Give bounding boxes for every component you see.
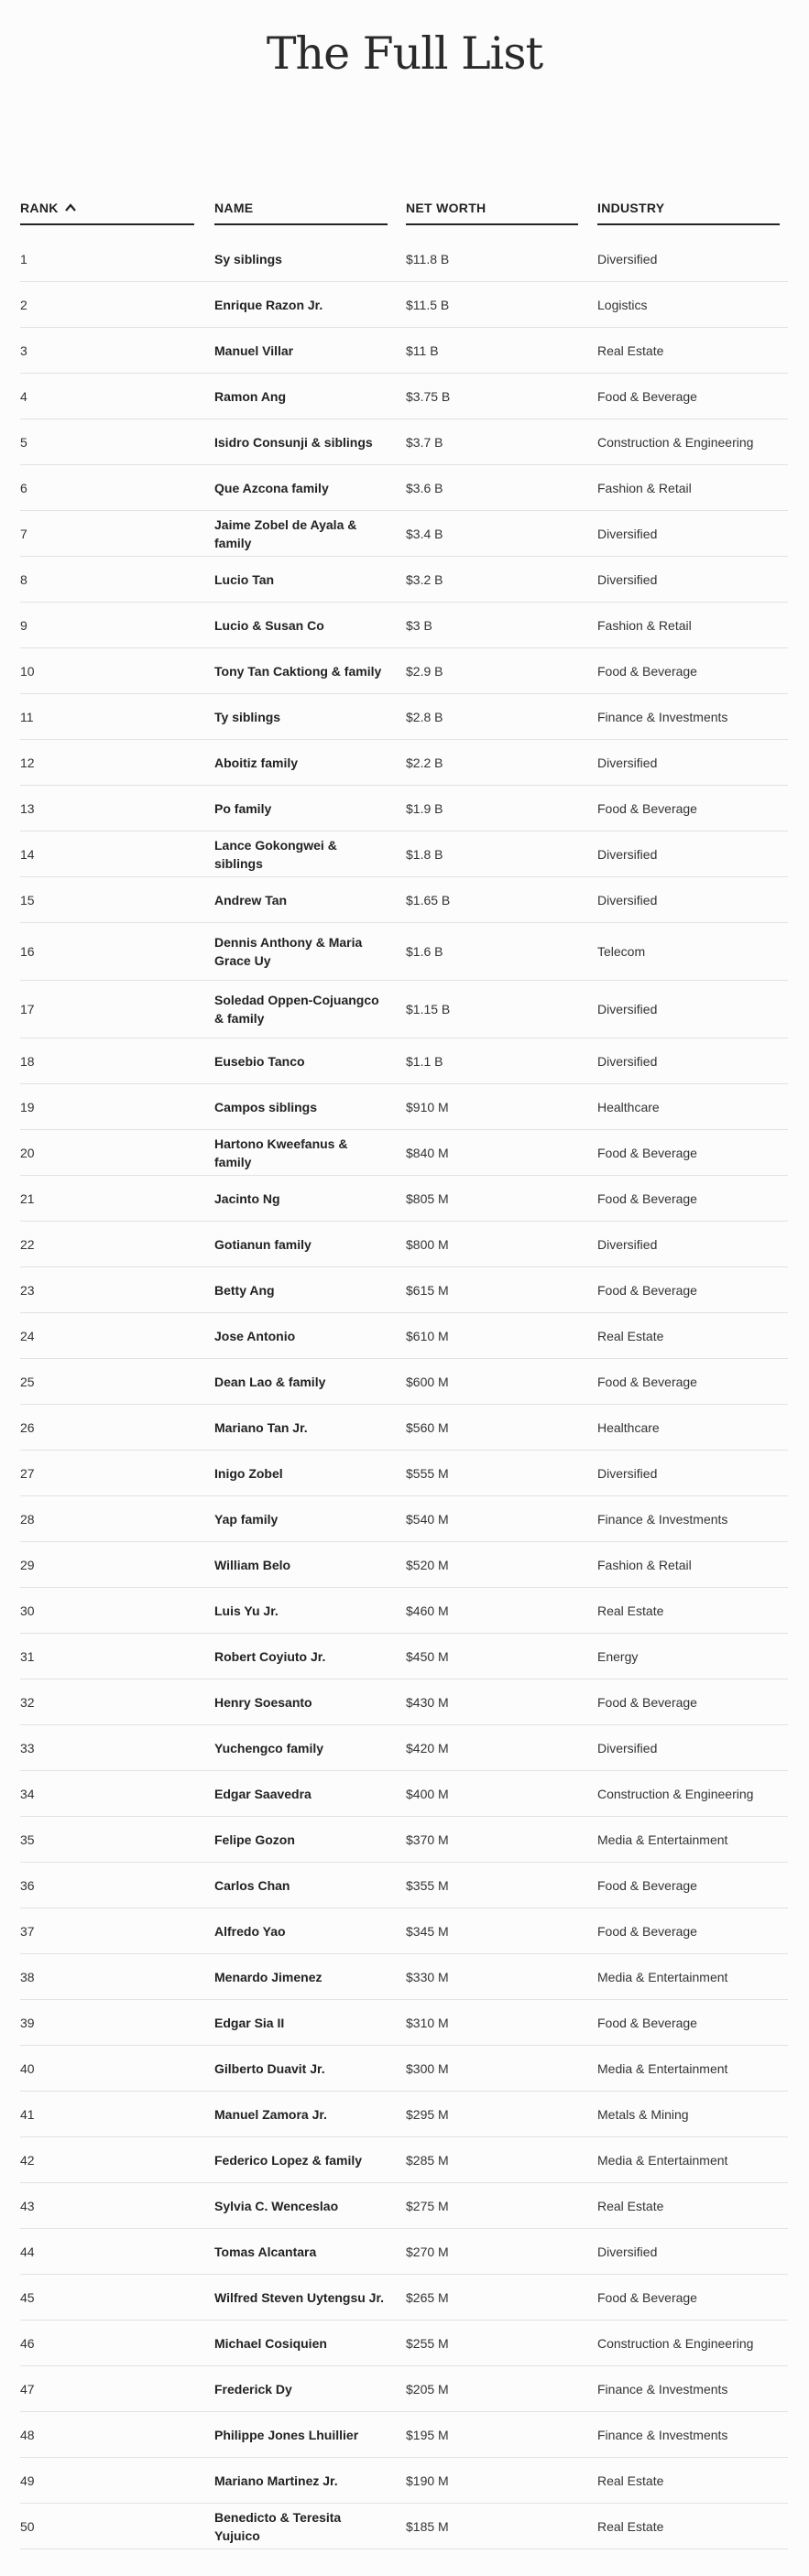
table-row bbox=[20, 1130, 788, 1176]
net-worth-cell: $190 M bbox=[406, 2473, 449, 2488]
name-cell: Frederick Dy bbox=[214, 2381, 292, 2397]
rank-cell: 33 bbox=[20, 1740, 35, 1755]
name-cell: Manuel Villar bbox=[214, 342, 294, 358]
net-worth-cell: $2.8 B bbox=[406, 709, 443, 724]
net-worth-cell: $805 M bbox=[406, 1190, 449, 1206]
table-header bbox=[20, 190, 788, 225]
rank-cell: 30 bbox=[20, 1603, 35, 1618]
industry-cell: Food & Beverage bbox=[597, 1923, 697, 1939]
rank-cell: 26 bbox=[20, 1419, 35, 1435]
table-row bbox=[20, 2275, 788, 2321]
table-row bbox=[20, 1451, 788, 1496]
table-row bbox=[20, 328, 788, 374]
name-cell: Lance Gokongwei & siblings bbox=[214, 837, 337, 871]
industry-cell: Media & Entertainment bbox=[597, 1969, 728, 1984]
industry-cell: Diversified bbox=[597, 846, 658, 862]
table-row bbox=[20, 465, 788, 511]
rank-cell: 4 bbox=[20, 388, 27, 404]
header-spacer bbox=[20, 225, 788, 236]
net-worth-cell: $11.8 B bbox=[406, 251, 450, 266]
table-row bbox=[20, 1176, 788, 1222]
name-cell: Jose Antonio bbox=[214, 1328, 296, 1343]
industry-cell: Diversified bbox=[597, 526, 658, 541]
table-row bbox=[20, 2366, 788, 2412]
industry-cell: Real Estate bbox=[597, 2198, 664, 2213]
industry-cell: Media & Entertainment bbox=[597, 2060, 728, 2076]
rank-cell: 5 bbox=[20, 434, 27, 450]
net-worth-cell: $275 M bbox=[406, 2198, 449, 2213]
page-title: The Full List bbox=[266, 27, 543, 80]
table-row bbox=[20, 2183, 788, 2229]
name-cell: Que Azcona family bbox=[214, 480, 329, 495]
name-cell: Aboitiz family bbox=[214, 755, 299, 770]
column-header-name-label: NAME bbox=[214, 201, 254, 215]
table-row bbox=[20, 877, 788, 923]
industry-cell: Metals & Mining bbox=[597, 2106, 689, 2122]
column-header-net-worth[interactable] bbox=[406, 190, 578, 225]
table-row bbox=[20, 831, 788, 877]
industry-cell: Diversified bbox=[597, 1740, 658, 1755]
table-row bbox=[20, 511, 788, 557]
rank-cell: 49 bbox=[20, 2473, 35, 2488]
name-cell: Andrew Tan bbox=[214, 892, 288, 908]
net-worth-cell: $185 M bbox=[406, 2518, 449, 2534]
rank-cell: 2 bbox=[20, 297, 27, 312]
name-cell: Isidro Consunji & siblings bbox=[214, 434, 373, 450]
table-row bbox=[20, 419, 788, 465]
net-worth-cell: $3.2 B bbox=[406, 571, 443, 587]
table-row bbox=[20, 1084, 788, 1130]
name-cell: Lucio & Susan Co bbox=[214, 617, 324, 633]
table-row bbox=[20, 2000, 788, 2046]
table-row bbox=[20, 1038, 788, 1084]
net-worth-cell: $2.9 B bbox=[406, 663, 443, 679]
industry-cell: Food & Beverage bbox=[597, 2015, 697, 2030]
table-row bbox=[20, 1954, 788, 2000]
column-header-name[interactable] bbox=[214, 190, 388, 225]
industry-cell: Diversified bbox=[597, 571, 658, 587]
net-worth-cell: $1.15 B bbox=[406, 1002, 451, 1016]
rich-list-table bbox=[20, 190, 788, 2549]
industry-cell: Diversified bbox=[597, 1002, 658, 1016]
net-worth-cell: $615 M bbox=[406, 1282, 449, 1298]
name-cell: Mariano Martinez Jr. bbox=[214, 2473, 338, 2488]
table-row bbox=[20, 2046, 788, 2092]
net-worth-cell: $3.4 B bbox=[406, 526, 443, 541]
table-row bbox=[20, 1771, 788, 1817]
industry-cell: Food & Beverage bbox=[597, 1374, 697, 1389]
chevron-up-icon bbox=[64, 201, 77, 214]
name-cell: Lucio Tan bbox=[214, 571, 275, 587]
industry-cell: Food & Beverage bbox=[597, 800, 697, 816]
name-cell: Ramon Ang bbox=[214, 388, 287, 404]
name-cell: Gilberto Duavit Jr. bbox=[214, 2060, 325, 2076]
name-cell: Po family bbox=[214, 800, 272, 816]
name-cell: Mariano Tan Jr. bbox=[214, 1419, 308, 1435]
table-row bbox=[20, 923, 788, 981]
column-header-rank[interactable] bbox=[20, 190, 194, 225]
industry-cell: Diversified bbox=[597, 1465, 658, 1481]
industry-cell: Healthcare bbox=[597, 1099, 660, 1114]
industry-cell: Diversified bbox=[597, 1236, 658, 1252]
net-worth-cell: $1.9 B bbox=[406, 800, 443, 816]
table-row bbox=[20, 603, 788, 648]
industry-cell: Food & Beverage bbox=[597, 1877, 697, 1893]
table-row bbox=[20, 1725, 788, 1771]
name-cell: Betty Ang bbox=[214, 1282, 275, 1298]
table-row bbox=[20, 2137, 788, 2183]
rank-cell: 40 bbox=[20, 2060, 35, 2076]
name-cell: Yuchengco family bbox=[214, 1740, 324, 1755]
rank-cell: 50 bbox=[20, 2518, 35, 2534]
table-row bbox=[20, 1542, 788, 1588]
rank-cell: 7 bbox=[20, 526, 27, 541]
table-row bbox=[20, 2412, 788, 2458]
industry-cell: Finance & Investments bbox=[597, 2427, 728, 2442]
name-cell: Edgar Saavedra bbox=[214, 1786, 312, 1801]
net-worth-cell: $450 M bbox=[406, 1648, 449, 1664]
rank-cell: 43 bbox=[20, 2198, 35, 2213]
industry-cell: Construction & Engineering bbox=[597, 1786, 754, 1801]
net-worth-cell: $2.2 B bbox=[406, 755, 443, 770]
net-worth-cell: $600 M bbox=[406, 1374, 449, 1389]
industry-cell: Food & Beverage bbox=[597, 1694, 697, 1710]
net-worth-cell: $1.8 B bbox=[406, 846, 443, 862]
name-cell: Tony Tan Caktiong & family bbox=[214, 663, 382, 679]
table-row bbox=[20, 1679, 788, 1725]
name-cell: Henry Soesanto bbox=[214, 1694, 312, 1710]
rank-cell: 38 bbox=[20, 1969, 35, 1984]
rank-cell: 32 bbox=[20, 1694, 35, 1710]
name-cell: Enrique Razon Jr. bbox=[214, 297, 323, 312]
industry-cell: Food & Beverage bbox=[597, 1282, 697, 1298]
net-worth-cell: $520 M bbox=[406, 1557, 449, 1572]
name-cell: Campos siblings bbox=[214, 1099, 318, 1114]
rank-cell: 11 bbox=[20, 709, 34, 724]
net-worth-cell: $345 M bbox=[406, 1923, 449, 1939]
industry-cell: Food & Beverage bbox=[597, 1145, 697, 1160]
net-worth-cell: $430 M bbox=[406, 1694, 449, 1710]
table-row bbox=[20, 1222, 788, 1267]
name-cell: Manuel Zamora Jr. bbox=[214, 2106, 327, 2122]
rank-cell: 35 bbox=[20, 1831, 35, 1847]
industry-cell: Food & Beverage bbox=[597, 1190, 697, 1206]
table-row bbox=[20, 1588, 788, 1634]
net-worth-cell: $1.1 B bbox=[406, 1053, 443, 1069]
rank-cell: 23 bbox=[20, 1282, 35, 1298]
net-worth-cell: $460 M bbox=[406, 1603, 449, 1618]
industry-cell: Fashion & Retail bbox=[597, 617, 692, 633]
industry-cell: Real Estate bbox=[597, 2473, 664, 2488]
net-worth-cell: $255 M bbox=[406, 2335, 449, 2351]
industry-cell: Finance & Investments bbox=[597, 1511, 728, 1527]
table-row bbox=[20, 2092, 788, 2137]
rank-cell: 48 bbox=[20, 2427, 35, 2442]
rank-cell: 41 bbox=[20, 2106, 35, 2122]
table-row bbox=[20, 1908, 788, 1954]
name-cell: Philippe Jones Lhuillier bbox=[214, 2427, 359, 2442]
table-row bbox=[20, 1817, 788, 1863]
name-cell: Ty siblings bbox=[214, 709, 281, 724]
name-cell: Alfredo Yao bbox=[214, 1923, 286, 1939]
table-row bbox=[20, 2321, 788, 2366]
table-row bbox=[20, 1863, 788, 1908]
net-worth-cell: $355 M bbox=[406, 1877, 449, 1893]
table-row bbox=[20, 2458, 788, 2504]
net-worth-cell: $420 M bbox=[406, 1740, 449, 1755]
industry-cell: Real Estate bbox=[597, 2518, 664, 2534]
rank-cell: 17 bbox=[20, 1002, 35, 1016]
rank-cell: 15 bbox=[20, 892, 35, 908]
name-cell: Felipe Gozon bbox=[214, 1831, 295, 1847]
net-worth-cell: $610 M bbox=[406, 1328, 449, 1343]
table-row bbox=[20, 740, 788, 786]
name-cell: Sylvia C. Wenceslao bbox=[214, 2198, 339, 2213]
table-row bbox=[20, 1313, 788, 1359]
rank-cell: 21 bbox=[20, 1190, 35, 1206]
industry-cell: Energy bbox=[597, 1648, 639, 1664]
net-worth-cell: $300 M bbox=[406, 2060, 449, 2076]
rank-cell: 31 bbox=[20, 1648, 35, 1664]
industry-cell: Finance & Investments bbox=[597, 2381, 728, 2397]
rank-cell: 37 bbox=[20, 1923, 35, 1939]
rank-cell: 24 bbox=[20, 1328, 35, 1343]
net-worth-cell: $265 M bbox=[406, 2289, 449, 2305]
name-cell: William Belo bbox=[214, 1557, 291, 1572]
name-cell: Michael Cosiquien bbox=[214, 2335, 327, 2351]
industry-cell: Diversified bbox=[597, 1053, 658, 1069]
rank-cell: 10 bbox=[20, 663, 35, 679]
name-cell: Robert Coyiuto Jr. bbox=[214, 1648, 326, 1664]
rank-cell: 27 bbox=[20, 1465, 35, 1481]
industry-cell: Construction & Engineering bbox=[597, 2335, 754, 2351]
rank-cell: 14 bbox=[20, 846, 35, 862]
net-worth-cell: $195 M bbox=[406, 2427, 449, 2442]
industry-cell: Media & Entertainment bbox=[597, 2152, 728, 2168]
industry-cell: Food & Beverage bbox=[597, 2289, 697, 2305]
industry-cell: Real Estate bbox=[597, 1328, 664, 1343]
rank-cell: 18 bbox=[20, 1053, 35, 1069]
rank-cell: 8 bbox=[20, 571, 27, 587]
name-cell: Carlos Chan bbox=[214, 1877, 290, 1893]
rank-cell: 39 bbox=[20, 2015, 35, 2030]
net-worth-cell: $540 M bbox=[406, 1511, 449, 1527]
table-row bbox=[20, 2504, 788, 2549]
industry-cell: Diversified bbox=[597, 755, 658, 770]
rank-cell: 1 bbox=[20, 251, 27, 266]
rank-cell: 6 bbox=[20, 480, 27, 495]
column-header-industry-label: INDUSTRY bbox=[597, 201, 665, 215]
rank-cell: 29 bbox=[20, 1557, 35, 1572]
column-header-rank-label: RANK bbox=[20, 201, 59, 215]
industry-cell: Healthcare bbox=[597, 1419, 660, 1435]
industry-cell: Diversified bbox=[597, 2244, 658, 2259]
table-row bbox=[20, 1496, 788, 1542]
net-worth-cell: $310 M bbox=[406, 2015, 449, 2030]
net-worth-cell: $555 M bbox=[406, 1465, 449, 1481]
rank-cell: 12 bbox=[20, 755, 35, 770]
name-cell: Jaime Zobel de Ayala & family bbox=[214, 516, 357, 550]
name-cell: Gotianun family bbox=[214, 1236, 312, 1252]
rank-cell: 19 bbox=[20, 1099, 35, 1114]
rank-cell: 44 bbox=[20, 2244, 35, 2259]
industry-cell: Real Estate bbox=[597, 342, 664, 358]
net-worth-cell: $3.75 B bbox=[406, 388, 451, 404]
industry-cell: Telecom bbox=[597, 944, 646, 959]
name-cell: Eusebio Tanco bbox=[214, 1053, 305, 1069]
net-worth-cell: $840 M bbox=[406, 1145, 449, 1160]
net-worth-cell: $11 B bbox=[406, 342, 439, 358]
column-header-net-worth-label: NET WORTH bbox=[406, 201, 486, 215]
name-cell: Luis Yu Jr. bbox=[214, 1603, 279, 1618]
table-row bbox=[20, 1405, 788, 1451]
industry-cell: Media & Entertainment bbox=[597, 1831, 728, 1847]
name-cell: Inigo Zobel bbox=[214, 1465, 283, 1481]
name-cell: Sy siblings bbox=[214, 251, 282, 266]
rank-cell: 42 bbox=[20, 2152, 35, 2168]
net-worth-cell: $800 M bbox=[406, 1236, 449, 1252]
rank-cell: 22 bbox=[20, 1236, 35, 1252]
table-row bbox=[20, 282, 788, 328]
industry-cell: Construction & Engineering bbox=[597, 434, 754, 450]
table-row bbox=[20, 981, 788, 1038]
table-row bbox=[20, 236, 788, 282]
industry-cell: Food & Beverage bbox=[597, 663, 697, 679]
net-worth-cell: $11.5 B bbox=[406, 297, 450, 312]
net-worth-cell: $3 B bbox=[406, 617, 432, 633]
industry-cell: Logistics bbox=[597, 297, 648, 312]
net-worth-cell: $400 M bbox=[406, 1786, 449, 1801]
net-worth-cell: $285 M bbox=[406, 2152, 449, 2168]
rank-cell: 13 bbox=[20, 800, 35, 816]
name-cell: Federico Lopez & family bbox=[214, 2152, 363, 2168]
rank-cell: 28 bbox=[20, 1511, 35, 1527]
name-cell: Yap family bbox=[214, 1511, 279, 1527]
table-row bbox=[20, 694, 788, 740]
net-worth-cell: $1.6 B bbox=[406, 944, 443, 959]
net-worth-cell: $330 M bbox=[406, 1969, 449, 1984]
net-worth-cell: $1.65 B bbox=[406, 892, 451, 908]
rank-cell: 16 bbox=[20, 944, 35, 959]
name-cell: Menardo Jimenez bbox=[214, 1969, 323, 1984]
table-row bbox=[20, 1267, 788, 1313]
industry-cell: Fashion & Retail bbox=[597, 480, 692, 495]
net-worth-cell: $3.6 B bbox=[406, 480, 443, 495]
name-cell: Hartono Kweefanus & family bbox=[214, 1136, 348, 1169]
industry-cell: Diversified bbox=[597, 251, 658, 266]
rank-cell: 34 bbox=[20, 1786, 35, 1801]
rank-cell: 46 bbox=[20, 2335, 35, 2351]
name-cell: Jacinto Ng bbox=[214, 1190, 280, 1206]
rank-cell: 20 bbox=[20, 1145, 35, 1160]
name-cell: Dennis Anthony & Maria Grace Uy bbox=[214, 935, 363, 968]
rank-cell: 25 bbox=[20, 1374, 35, 1389]
rank-cell: 45 bbox=[20, 2289, 35, 2305]
table-row bbox=[20, 2229, 788, 2275]
net-worth-cell: $910 M bbox=[406, 1099, 449, 1114]
industry-cell: Diversified bbox=[597, 892, 658, 908]
table-body bbox=[20, 236, 788, 2549]
industry-cell: Real Estate bbox=[597, 1603, 664, 1618]
table-row bbox=[20, 786, 788, 831]
name-cell: Soledad Oppen-Cojuangco & family bbox=[214, 993, 379, 1026]
industry-cell: Fashion & Retail bbox=[597, 1557, 692, 1572]
industry-cell: Food & Beverage bbox=[597, 388, 697, 404]
column-header-industry[interactable] bbox=[597, 190, 780, 225]
table-row bbox=[20, 648, 788, 694]
name-cell: Benedicto & Teresita Yujuico bbox=[214, 2509, 342, 2543]
name-cell: Tomas Alcantara bbox=[214, 2244, 317, 2259]
name-cell: Wilfred Steven Uytengsu Jr. bbox=[214, 2289, 385, 2305]
rank-cell: 36 bbox=[20, 1877, 35, 1893]
net-worth-cell: $560 M bbox=[406, 1419, 449, 1435]
net-worth-cell: $3.7 B bbox=[406, 434, 443, 450]
net-worth-cell: $370 M bbox=[406, 1831, 449, 1847]
rank-cell: 9 bbox=[20, 617, 27, 633]
table-row bbox=[20, 557, 788, 603]
table-row bbox=[20, 374, 788, 419]
net-worth-cell: $295 M bbox=[406, 2106, 449, 2122]
name-cell: Dean Lao & family bbox=[214, 1374, 326, 1389]
table-row bbox=[20, 1359, 788, 1405]
net-worth-cell: $205 M bbox=[406, 2381, 449, 2397]
table-row bbox=[20, 1634, 788, 1679]
name-cell: Edgar Sia II bbox=[214, 2015, 285, 2030]
net-worth-cell: $270 M bbox=[406, 2244, 449, 2259]
rank-cell: 47 bbox=[20, 2381, 35, 2397]
rank-cell: 3 bbox=[20, 342, 27, 358]
industry-cell: Finance & Investments bbox=[597, 709, 728, 724]
